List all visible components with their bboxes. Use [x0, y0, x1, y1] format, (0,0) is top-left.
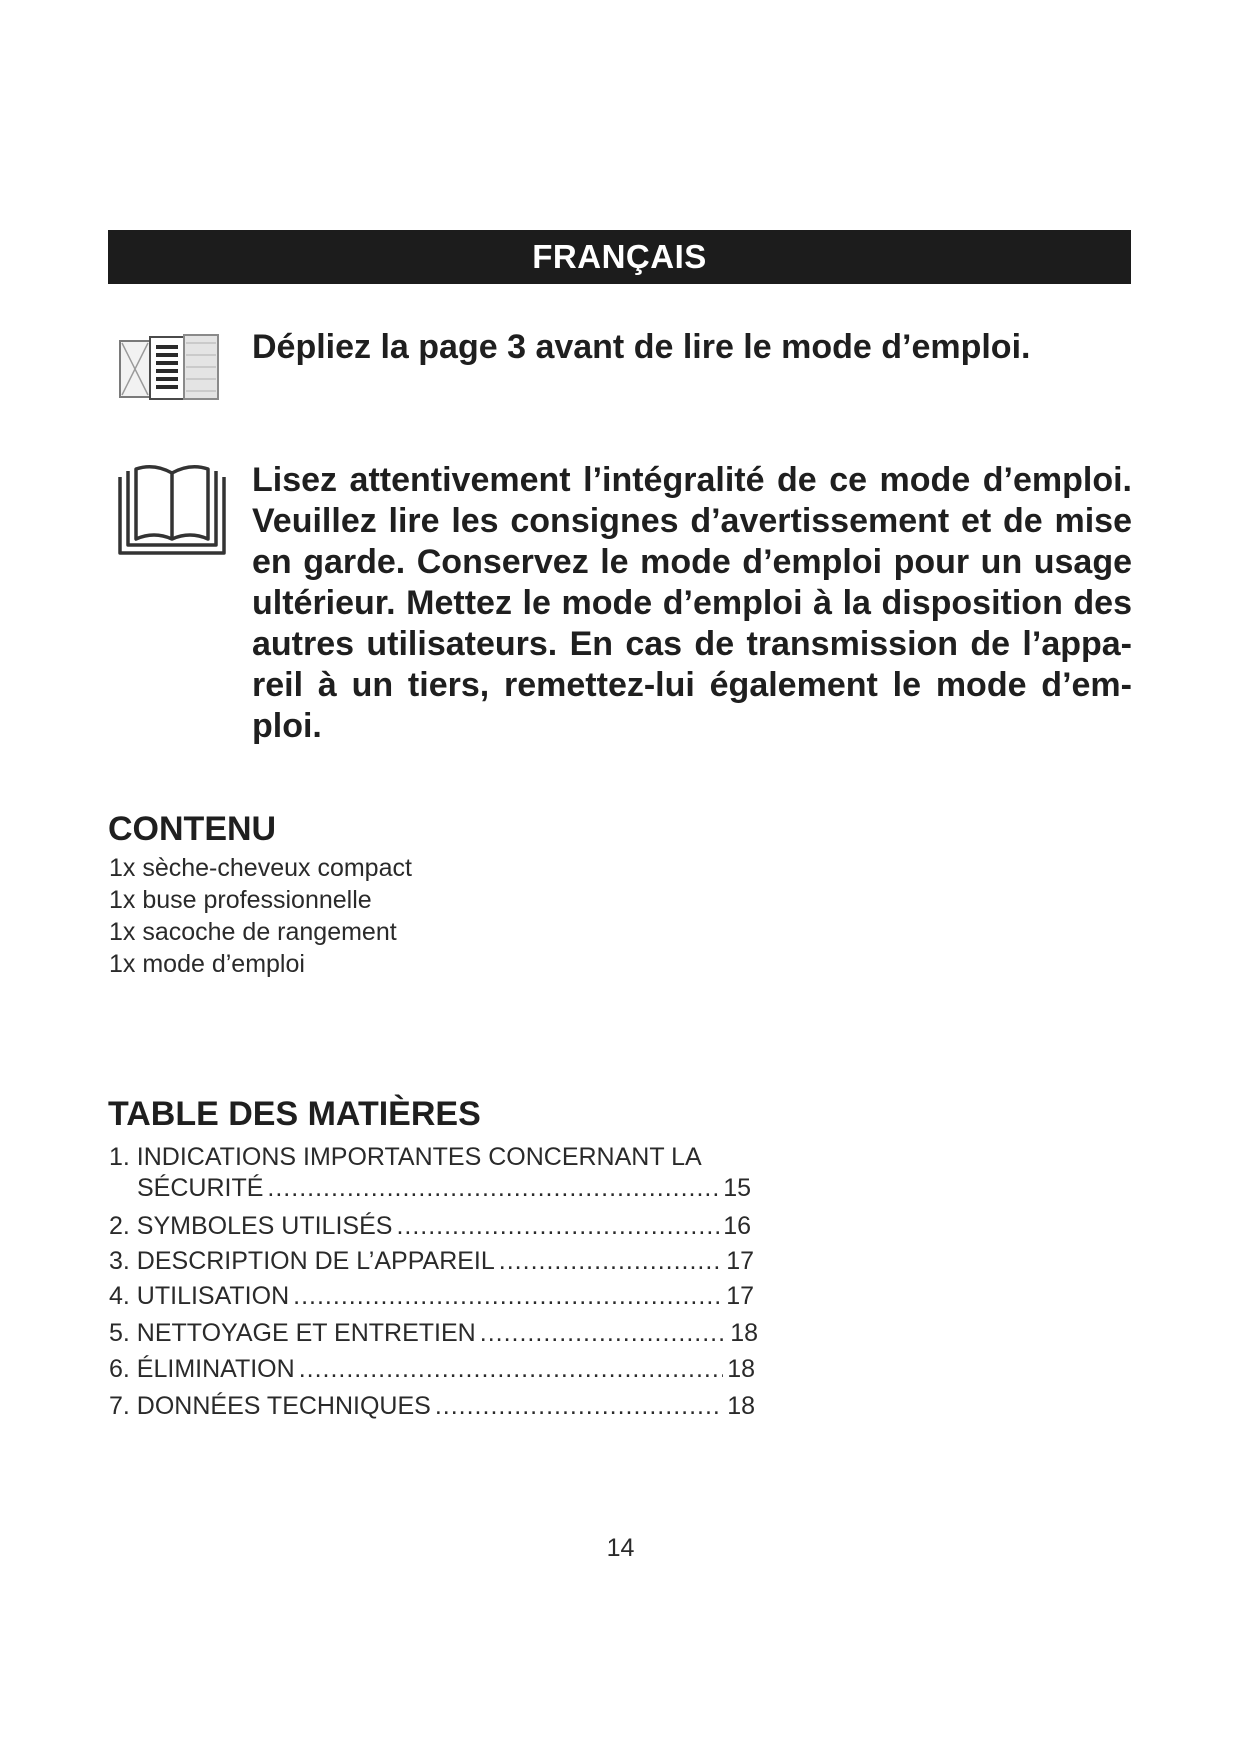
- toc-entry-label: 7. DONNÉES TECHNIQUES: [109, 1392, 431, 1420]
- read-instructions-notice: [252, 460, 1132, 747]
- toc-entry: [109, 1355, 755, 1392]
- contents-title: CONTENU: [108, 810, 277, 848]
- toc-entry-label: 4. UTILISATION: [109, 1282, 290, 1310]
- toc-leader-dots: [480, 1319, 726, 1348]
- list-item: 1x mode d’emploi: [109, 950, 305, 978]
- toc-entry-page: 17: [726, 1282, 754, 1310]
- toc-leader-dots: [267, 1174, 719, 1203]
- open-book-icon: [117, 463, 227, 557]
- toc-leader-dots: [299, 1355, 724, 1384]
- toc-title: TABLE DES MATIÈRES: [108, 1095, 481, 1133]
- toc-entry-label: 5. NETTOYAGE ET ENTRETIEN: [109, 1319, 476, 1347]
- notice-line: Veuillez lire les consignes d’avertissement et de mise: [252, 502, 1132, 540]
- toc-leader-dots: [396, 1212, 719, 1241]
- toc-entry: [109, 1282, 754, 1319]
- toc-entry: [109, 1212, 751, 1247]
- list-item: 1x sèche-cheveux compact: [109, 854, 412, 882]
- toc-entry-page: 18: [727, 1392, 755, 1420]
- toc-entry-page: 17: [726, 1247, 754, 1275]
- notice-line: ploi.: [252, 707, 322, 745]
- toc-entry-page: 16: [723, 1212, 751, 1240]
- notice-line: ultérieur. Mettez le mode d’emploi à la disposition des: [252, 584, 1132, 622]
- list-item: 1x buse professionnelle: [109, 886, 372, 914]
- toc-leader-dots: [499, 1247, 722, 1276]
- toc-entry: [109, 1174, 751, 1210]
- page-number: 14: [606, 1534, 635, 1562]
- notice-line: reil à un tiers, remettez-lui également le mode d’em-: [252, 666, 1132, 704]
- notice-line: Lisez attentivement l’intégralité de ce mode d’emploi.: [252, 461, 1132, 499]
- notice-line: autres utilisateurs. En cas de transmission de l’appa-: [252, 625, 1132, 663]
- unfold-page-icon: [118, 333, 222, 403]
- toc-entry-page: 18: [727, 1355, 755, 1383]
- toc-entry-label: 3. DESCRIPTION DE L’APPAREIL: [109, 1247, 495, 1275]
- unfold-notice: Dépliez la page 3 avant de lire le mode d’emploi.: [252, 328, 1031, 366]
- toc-entry: [109, 1247, 754, 1282]
- toc-entry: [109, 1319, 758, 1355]
- toc-entry-page: 15: [723, 1174, 751, 1202]
- toc-entry-1-heading: 1. INDICATIONS IMPORTANTES CONCERNANT LA: [109, 1143, 702, 1171]
- toc-leader-dots: [435, 1392, 723, 1421]
- language-header: FRANÇAIS: [108, 230, 1131, 284]
- contents-list: [109, 852, 412, 980]
- toc-leader-dots: [293, 1282, 722, 1311]
- notice-line: en garde. Conservez le mode d’emploi pour un usage: [252, 543, 1132, 581]
- toc-entry-label: SÉCURITÉ: [137, 1174, 264, 1202]
- toc-entry-page: 18: [730, 1319, 758, 1347]
- toc-entry-label: 6. ÉLIMINATION: [109, 1355, 295, 1383]
- toc-entry-label: 2. SYMBOLES UTILISÉS: [109, 1212, 393, 1240]
- table-of-contents: [109, 1140, 759, 1428]
- list-item: 1x sacoche de rangement: [109, 918, 397, 946]
- toc-entry: [109, 1392, 755, 1428]
